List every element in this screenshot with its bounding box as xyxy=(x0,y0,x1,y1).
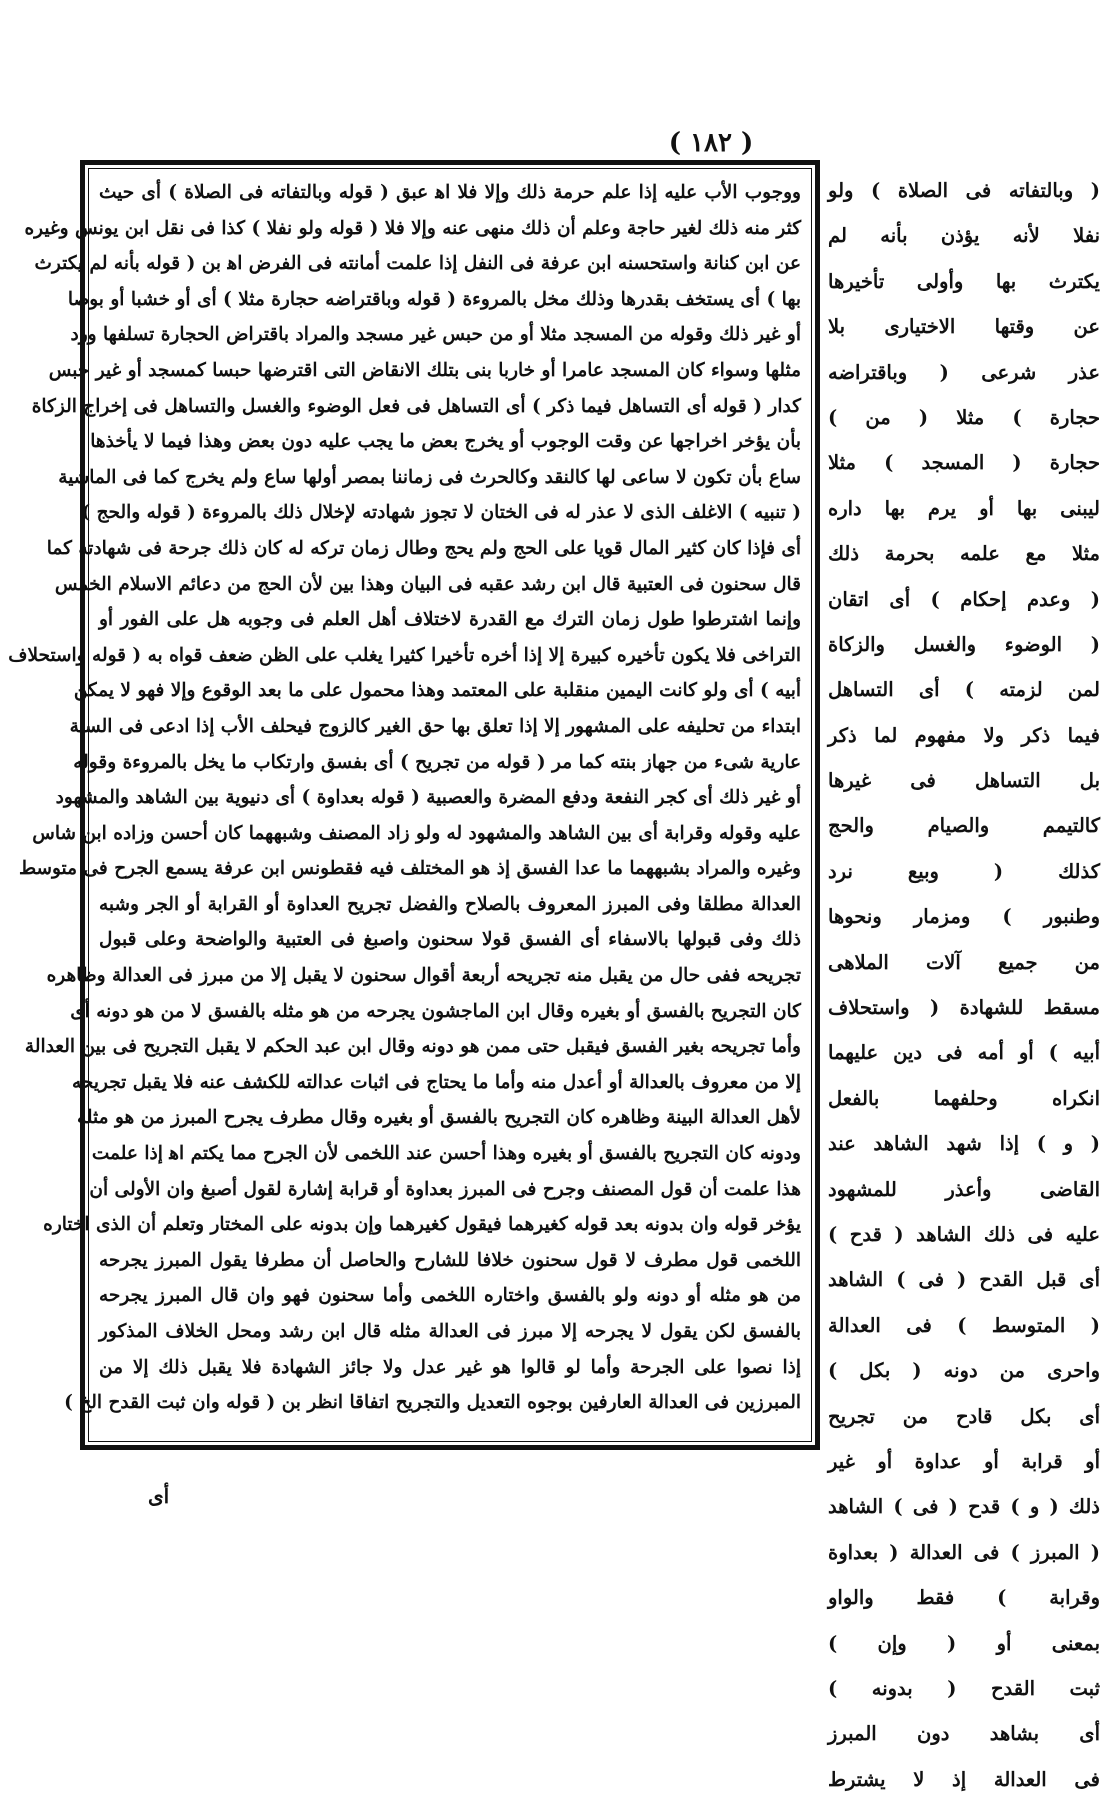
main-text-line: ( تنبيه ) الاغلف الذى لا عذر له فى الختان لا تجوز شهادته لإخلال ذلك بالمروءة ( قوله والحج ) xyxy=(81,502,801,524)
main-text-line: إلا من معروف بالعدالة أو أعدل منه وأما ما يحتاج فى اثبات عدالته للكشف عنه فلا يقبل تجريحه xyxy=(72,1071,801,1093)
margin-text-line: ذلك ( و ) قدح ( فى ) الشاهد xyxy=(828,1495,1100,1519)
margin-text-line: عذر شرعى ( وباقتراضه xyxy=(828,360,1100,384)
margin-text-column xyxy=(828,168,1100,1791)
main-text-line: ابتداء من تحليفه على المشهور إلا إذا تعلق بها حق الغير كالزوج فيحلف الأب إذا ادعى فى السنة xyxy=(69,715,801,737)
main-text-line: اللخمى قول مطرف لا قول سحنون خلافا للشارح والحاصل أن مطرفا يقول المبرز يجرحه xyxy=(99,1249,801,1271)
main-text-line: قال سحنون فى العتبية قال ابن رشد عقبه فى البيان وهذا بين لأن الحج من دعائم الاسلام الخمس xyxy=(54,573,801,595)
main-text-line: إذا نصوا على الجرحة وأما لو قالوا هو غير عدل ولا جائز الشهادة فلا يقبل ذلك إلا من xyxy=(99,1356,801,1378)
main-text-line: أو غير ذلك أى كجر النفعة ودفع المضرة والعصبية ( قوله بعداوة ) أى دنيوية بين الشاهد والمشهود xyxy=(55,787,801,809)
margin-text-line: يكترث بها وأولى تأخيرها xyxy=(828,269,1100,293)
margin-text-line: ( المتوسط ) فى العدالة xyxy=(828,1313,1100,1337)
margin-text-line: حجارة ( المسجد ) مثلا xyxy=(828,451,1100,475)
main-text-frame xyxy=(8,160,820,1450)
margin-text-line: ليبنى بها أو يرم بها داره xyxy=(828,496,1100,520)
main-text-line: مثلها وسواء كان المسجد عامرا أو خاربا بنى بتلك الانقاض التى اقترضها حبسا كمسجد أو غير حبس xyxy=(48,359,801,381)
main-text-line: هذا علمت أن قول المصنف وجرح فى المبرز بعداوة أو قرابة إشارة لقول أصبغ وان الأولى أن xyxy=(89,1178,801,1200)
main-text-line: وإنما اشترطوا طول زمان الترك مع القدرة لاختلاف أهل العلم فى وجوبه هل على الفور أو xyxy=(99,609,801,631)
margin-text-line: ( وبالتفاته فى الصلاة ) ولو xyxy=(828,179,1100,202)
margin-text-line: وقرابة ) فقط والواو xyxy=(828,1586,1100,1610)
margin-text-line: فى العدالة إذ لا يشترط xyxy=(828,1767,1100,1791)
margin-text-line: بل التساهل فى غيرها xyxy=(828,769,1100,793)
main-text-block xyxy=(8,168,812,1442)
main-text-line: ودونه كان التجريح بالفسق أو بغيره وهذا أحسن عند اللخمى لأن الجرح مما يكتم اﻫ إذا علمت xyxy=(91,1143,801,1165)
main-text-line: ووجوب الأب عليه إذا علم حرمة ذلك وإلا فلا اﻫ عبق ( قوله وبالتفاته فى الصلاة ) أى حيث xyxy=(99,182,801,203)
page-number: ( ١٨٢ ) xyxy=(668,128,754,158)
main-text-line: بها ) أى يستخف بقدرها وذلك مخل بالمروءة ( قوله وباقتراضه حجارة مثلا ) أى أو خشبا أو بوصا xyxy=(67,288,801,310)
margin-text-line: لمن لزمته ) أى التساهل xyxy=(828,678,1100,702)
main-text-line: بالفسق لكن يقول لا يجرحه إلا مبرز فى العدالة مثله قال ابن رشد ومحل الخلاف المذكور xyxy=(99,1321,801,1342)
margin-text-line: واحرى من دونه ( بكل ) xyxy=(828,1359,1100,1383)
catchword: أى xyxy=(148,1484,170,1508)
main-text-line: ذلك وفى قبولها بالاسفاء أى الفسق قولا سحنون واصبغ فى العتبية والواضحة وعلى قبول xyxy=(99,929,801,951)
main-text-line: أى فإذا كان كثير المال قويا على الحج ولم يحج وطال زمان تركه له كان ذلك جرحة فى شهادته كما xyxy=(46,537,801,559)
margin-text-line: عن وقتها الاختيارى بلا xyxy=(828,315,1100,339)
main-text-line: ساع بأن تكون لا ساعى لها كالنقد وكالحرث فى زماننا بمصر أولها ساع ولم يخرج كما فى الماشية xyxy=(58,466,801,488)
margin-text-line: انكراه وحلفهما بالفعل xyxy=(828,1086,1100,1110)
margin-text-line: حجارة ) مثلا ( من ) xyxy=(828,405,1100,429)
margin-text-line: القاضى وأعذر للمشهود xyxy=(828,1177,1100,1201)
main-text-line: أو غير ذلك وقوله من المسجد مثلا أو من حبس غير مسجد والمراد باقتراض الحجارة تسلفها ورد xyxy=(70,324,801,346)
margin-text-line: وطنبور ) ومزمار ونحوها xyxy=(828,905,1100,929)
margin-text-line: أبيه ) أو أمه فى دين عليهما xyxy=(828,1041,1100,1065)
main-text-line: من هو مثله أو دونه ولو بالفسق واختاره اللخمى وأما سحنون فهو وان قال المبرز يجرحه xyxy=(99,1285,801,1307)
margin-text-line: كالتيمم والصيام والحج xyxy=(828,814,1100,838)
margin-text-line: ( و ) إذا شهد الشاهد عند xyxy=(828,1132,1100,1156)
main-text-line: كثر منه ذلك لغير حاجة وعلم أن ذلك منهى عنه وإلا فلا ( قوله ولو نفلا ) كذا فى نقل ابن يونس وغيره xyxy=(24,217,801,239)
main-text-line: وغيره والمراد بشبههما ما عدا الفسق إذ هو المختلف فيه فقطونس ابن عرفة يسمع الجرح فى متوسط xyxy=(18,858,801,880)
main-text-line: العدالة مطلقا وفى المبرز المعروف بالصلاح والفضل تجريح العداوة أو القرابة أو الجر وشبه xyxy=(99,893,801,915)
main-text-line: يؤخر قوله وان بدونه بعد قوله كغيرهما فيقول كغيرهما وإن بدونه على المختار وتعلم أن الذى اختاره xyxy=(43,1214,801,1236)
margin-text-line: ( وعدم إحكام ) أى اتقان xyxy=(828,587,1100,611)
margin-text-line: أى بشاهد دون المبرز xyxy=(828,1722,1100,1746)
main-text-line: وأما تجريحه بغير الفسق فيقبل حتى ممن هو دونه وقال ابن عبد الحكم لا يقبل التجريح فى بين العدالة xyxy=(24,1036,801,1058)
margin-text-line: أو قرابة أو عداوة أو غير xyxy=(828,1449,1100,1473)
margin-text-line: نفلا لأنه يؤذن بأنه لم xyxy=(828,224,1100,248)
margin-text-line: ثبت القدح ( بدونه ) xyxy=(828,1676,1100,1700)
margin-text-line: كذلك ( وبيع نرد xyxy=(828,859,1100,883)
main-text-line: تجريحه ففى حال من يقبل منه تجريحه أربعة أقوال سحنون لا يقبل إلا من مبرز فى العدالة وظاهره xyxy=(46,965,801,987)
main-text-line: المبرزين فى العدالة العارفين بوجوه التعديل والتجريح اتفاقا انظر بن ( قوله وان ثبت القدح الخ ) xyxy=(64,1392,801,1414)
margin-text-line: فيما ذكر ولا مفهوم لما ذكر xyxy=(828,723,1100,747)
main-text-line: لأهل العدالة البينة وظاهره كان التجريح بالفسق أو بغيره وقال مطرف يجرح المبرز من هو مثله xyxy=(76,1107,801,1129)
margin-text-line: ( الوضوء والغسل والزكاة xyxy=(828,632,1100,656)
margin-text-line: ( المبرز ) فى العدالة ( بعداوة xyxy=(828,1540,1100,1564)
main-text-line: أبيه ) أى ولو كانت اليمين منقلبة على المعتمد وهذا محمول على ما بعد الوقوع وإلا فهو لا يمكن xyxy=(73,680,801,702)
margin-text-line: مثلا مع علمه بحرمة ذلك xyxy=(828,542,1100,566)
main-text-line: عليه وقوله وقرابة أى بين الشاهد والمشهود له ولو زاد المصنف وشبههما كان أحسن وزاده ابن شاس xyxy=(32,822,801,844)
margin-text-line: أى قبل القدح ( فى ) الشاهد xyxy=(828,1268,1100,1292)
margin-text-line: عليه فى ذلك الشاهد ( قدح ) xyxy=(828,1222,1100,1246)
main-text-line: التراخى فلا يكون تأخيره كبيرة إلا إذا أخره تأخيرا كثيرا يغلب على الظن ضعف قواه به ( قوله واستحلاف xyxy=(8,644,801,666)
main-text-line: كدار ( قوله أى التساهل فيما ذكر ) أى التساهل فى فعل الوضوء والغسل والتساهل فى إخراج الزكاة xyxy=(31,395,801,417)
main-text-line: عن ابن كنانة واستحسنه ابن عرفة فى النفل إذا علمت أمانته فى الفرض اﻫ بن ( قوله بأنه لم يكترث xyxy=(34,253,801,275)
margin-text-line: بمعنى أو ( وإن ) xyxy=(828,1631,1100,1655)
margin-text-line: مسقط للشهادة ( واستحلاف xyxy=(828,996,1100,1020)
main-text-line: عارية شىء من جهاز بنته كما مر ( قوله من تجريح ) أى بفسق وارتكاب ما يخل بالمروءة وقوله xyxy=(73,751,801,773)
main-text-line: كان التجريح بالفسق أو بغيره وقال ابن الماجشون يجرحه من هو مثله بالفسق لا من هو دونه أى xyxy=(70,1000,801,1022)
margin-text-line: من جميع آلات الملاهى xyxy=(828,950,1100,974)
margin-text-line: أى بكل قادح من تجريح xyxy=(828,1404,1100,1428)
main-text-line: بأن يؤخر اخراجها عن وقت الوجوب أو يخرج بعض ما يجب عليه دون بعض وهذا فيما لا يأخذها xyxy=(90,431,801,453)
